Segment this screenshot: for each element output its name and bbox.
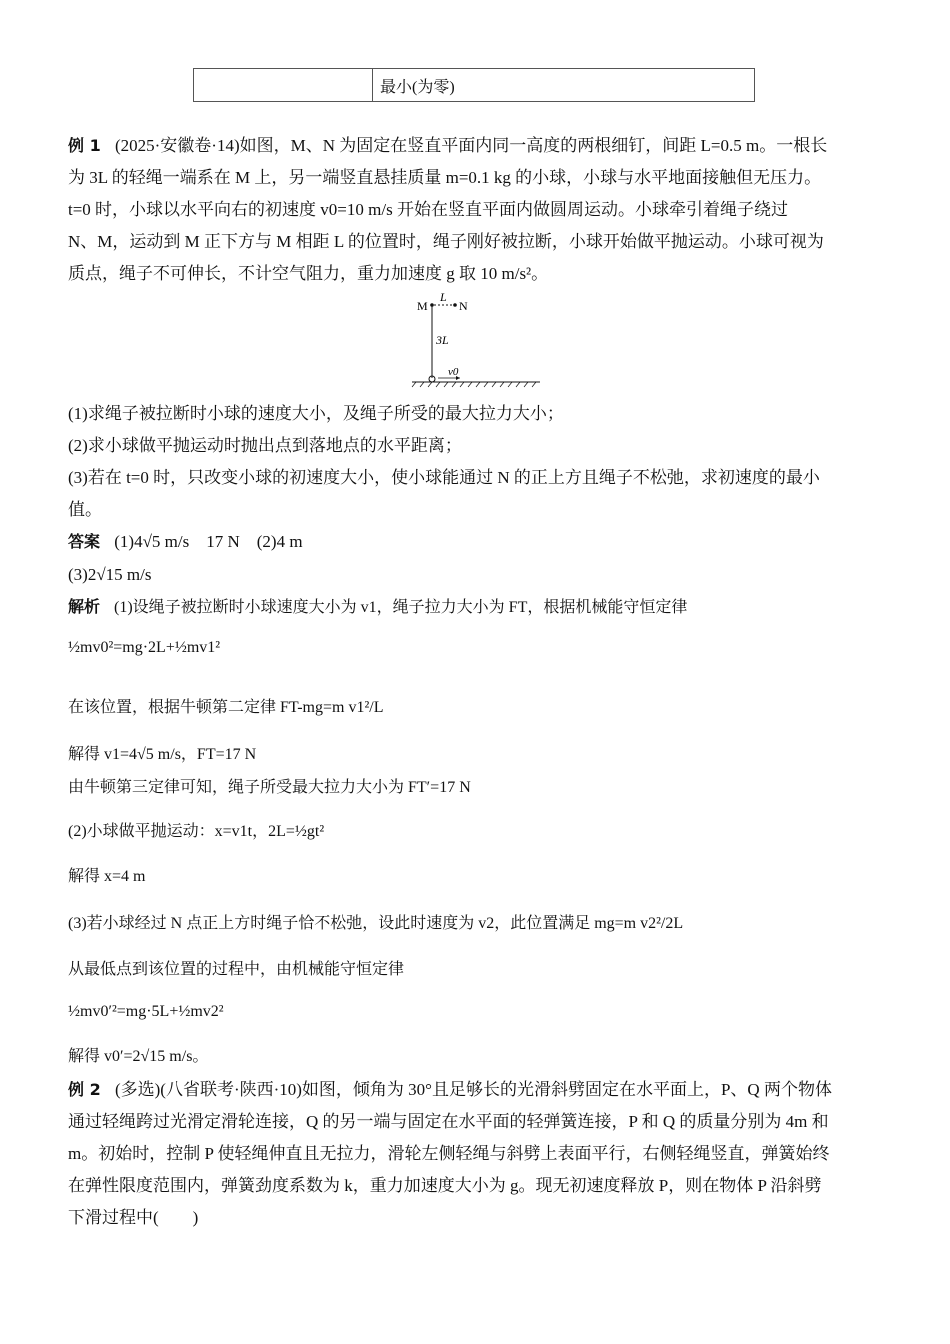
example1-line-5: 质点，绳子不可伸长，不计空气阻力，重力加速度 g 取 10 m/s²。 — [68, 264, 549, 283]
analysis-line-7: 解得 x=4 m — [68, 868, 146, 885]
answer-label: 答案 — [68, 532, 101, 551]
example2-line-3: m。初始时，控制 P 使轻绳伸直且无拉力，滑轮左侧轻绳与斜劈上表面平行，右侧轻绳竖直，弹簧始终 — [68, 1144, 830, 1163]
example1-line-2: 为 3L 的轻绳一端系在 M 上，另一端竖直悬挂质量 m=0.1 kg 的小球，小球与水平地面接触但无压力。 — [68, 168, 822, 187]
table-fragment — [193, 68, 755, 102]
example1-line-3: t=0 时，小球以水平向右的初速度 v0=10 m/s 开始在竖直平面内做圆周运动。小球牵引着绳子绕过 — [68, 200, 788, 219]
question-3: (3)若在 t=0 时，只改变小球的初速度大小，使小球能通过 N 的正上方且绳子不松弛，求初速度的最小 — [68, 468, 820, 487]
analysis-label: 解析 — [68, 597, 101, 616]
analysis-line-4: 解得 v1=4√5 m/s，FT=17 N — [68, 746, 257, 763]
analysis-line-1 — [68, 595, 687, 620]
example2-text-1: (多选)(八省联考·陕西·10)如图，倾角为 30°且足够长的光滑斜劈固定在水平面上，P、Q 两个物体 — [114, 1080, 832, 1099]
example2-line-1 — [68, 1078, 832, 1102]
fig-label-L: L — [440, 292, 447, 304]
table-cell: 最小(为零) — [380, 79, 455, 96]
example1-line-4: N、M，运动到 M 正下方与 M 相距 L 的位置时，绳子刚好被拉断，小球开始做平抛运动。小球可视为 — [68, 232, 824, 251]
analysis-eq-2: ½mv0′²=mg·5L+½mv2² — [68, 1003, 224, 1020]
question-2: (2)求小球做平抛运动时抛出点到落地点的水平距离； — [68, 436, 462, 455]
analysis-line-8: (3)若小球经过 N 点正上方时绳子恰不松弛，设此时速度为 v2，此位置满足 mg=m v2²/2L — [68, 915, 684, 932]
example1-line-1 — [68, 134, 827, 158]
example2-line-5: 下滑过程中( ) — [68, 1208, 199, 1227]
table-divider — [372, 69, 373, 101]
analysis-text-1: (1)设绳子被拉断时小球速度大小为 v1，绳子拉力大小为 FT，根据机械能守恒定律 — [114, 599, 688, 616]
answer-text-1: (1)4√5 m/s 17 N (2)4 m — [114, 532, 303, 551]
analysis-line-6: (2)小球做平抛运动：x=v1t，2L=½gt² — [68, 823, 325, 840]
example1-label: 例 1 — [68, 136, 101, 155]
pendulum-figure — [410, 292, 542, 388]
fig-label-M: M — [417, 299, 428, 313]
example2-label: 例 2 — [68, 1080, 101, 1099]
ground-hatch — [412, 382, 536, 387]
analysis-line-11: 解得 v0′=2√15 m/s。 — [68, 1048, 209, 1065]
example2-line-2: 通过轻绳跨过光滑定滑轮连接，Q 的另一端与固定在水平面的轻弹簧连接，P 和 Q 的质量分别为 4m 和 — [68, 1112, 829, 1131]
question-1: (1)求绳子被拉断时小球的速度大小，及绳子所受的最大拉力大小； — [68, 404, 564, 423]
fig-label-N: N — [459, 299, 468, 313]
fig-label-3L: 3L — [436, 333, 449, 347]
nail-N — [453, 303, 457, 307]
example1-source: (2025·安徽卷·14) — [114, 136, 240, 155]
analysis-line-3: 在该位置，根据牛顿第二定律 FT-mg=m v1²/L — [68, 699, 384, 716]
example1-text-1: 如图，M、N 为固定在竖直平面内同一高度的两根细钉，间距 L=0.5 m。一根长 — [239, 136, 828, 155]
analysis-line-9: 从最低点到该位置的过程中，由机械能守恒定律 — [68, 961, 405, 978]
analysis-line-5: 由牛顿第三定律可知，绳子所受最大拉力大小为 FT′=17 N — [68, 779, 471, 796]
answer-line-2: (3)2√15 m/s — [68, 565, 152, 584]
nail-M — [430, 303, 434, 307]
answer-line-1 — [68, 530, 303, 554]
question-3-cont: 值。 — [68, 500, 102, 519]
fig-label-v0: v0 — [448, 366, 459, 378]
analysis-eq-1: ½mv0²=mg·2L+½mv1² — [68, 639, 221, 656]
example2-line-4: 在弹性限度范围内，弹簧劲度系数为 k，重力加速度大小为 g。现无初速度释放 P，则在物体 P 沿斜劈 — [68, 1176, 822, 1195]
